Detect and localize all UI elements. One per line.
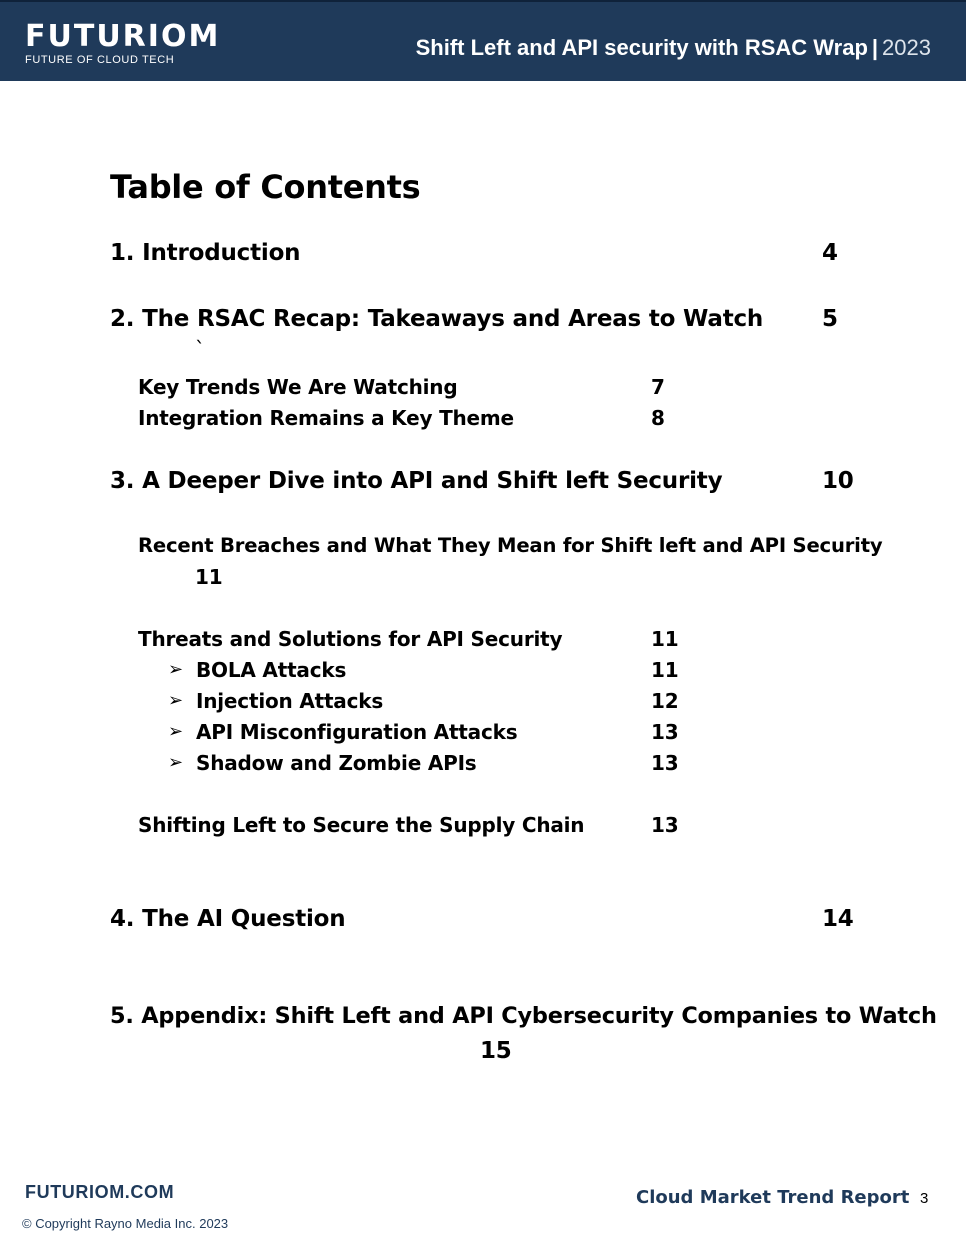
logo-name: FUTURIOM xyxy=(25,19,221,54)
toc-subentry-page: 7 xyxy=(651,375,665,399)
footer-report-name: Cloud Market Trend Report xyxy=(636,1187,910,1208)
toc-subentry-page: 8 xyxy=(651,406,665,430)
report-title-text: Shift Left and API security with RSAC Wrap xyxy=(415,35,868,60)
arrow-bullet-icon: ➢ xyxy=(168,721,184,742)
toc-subentry-page: 11 xyxy=(651,627,679,651)
toc-entry-page: 10 xyxy=(822,468,854,494)
arrow-bullet-icon: ➢ xyxy=(168,659,184,680)
toc-bullet-page: 13 xyxy=(651,751,679,775)
logo-tagline: FUTURE OF CLOUD TECH xyxy=(25,54,175,66)
arrow-bullet-icon: ➢ xyxy=(168,752,184,773)
toc-bullet-page: 11 xyxy=(651,658,679,682)
footer-copyright: © Copyright Rayno Media Inc. 2023 xyxy=(22,1216,229,1231)
toc-subentry-label: Recent Breaches and What They Mean for Shift left and API Security xyxy=(138,534,883,557)
arrow-bullet-icon: ➢ xyxy=(168,690,184,711)
toc-bullet-page: 12 xyxy=(651,689,679,713)
toc-entry-label: 5. Appendix: Shift Left and API Cybersecurity Companies to Watch xyxy=(110,1003,937,1029)
report-year: 2023 xyxy=(882,35,931,60)
toc-subentry-label: Shifting Left to Secure the Supply Chain xyxy=(138,813,585,837)
toc-entry-page: 15 xyxy=(480,1038,512,1064)
stray-backtick-mark: ` xyxy=(195,337,205,361)
toc-entry-label: 3. A Deeper Dive into API and Shift left Security xyxy=(110,468,723,494)
toc-bullet-label: Shadow and Zombie APIs xyxy=(196,751,477,775)
toc-subentry-page: 13 xyxy=(651,813,679,837)
toc-subentry-page: 11 xyxy=(195,565,223,589)
toc-entry-label: 1. Introduction xyxy=(110,240,301,266)
toc-bullet-page: 13 xyxy=(651,720,679,744)
title-separator: | xyxy=(871,35,879,60)
toc-subentry-label: Key Trends We Are Watching xyxy=(138,375,458,399)
footer-brand: FUTURIOM.COM xyxy=(25,1182,175,1202)
toc-entry-page: 4 xyxy=(822,240,838,266)
toc-entry-page: 5 xyxy=(822,306,838,332)
toc-bullet-label: API Misconfiguration Attacks xyxy=(196,720,518,744)
toc-heading: Table of Contents xyxy=(110,168,421,206)
toc-bullet-label: Injection Attacks xyxy=(196,689,384,713)
toc-bullet-label: BOLA Attacks xyxy=(196,658,347,682)
toc-entry-page: 14 xyxy=(822,906,854,932)
toc-entry-label: 2. The RSAC Recap: Takeaways and Areas to Watch xyxy=(110,306,764,332)
toc-entry-label: 4. The AI Question xyxy=(110,906,346,932)
toc-subentry-label: Integration Remains a Key Theme xyxy=(138,406,514,430)
page-number: 3 xyxy=(920,1190,929,1207)
toc-subentry-label: Threats and Solutions for API Security xyxy=(138,627,563,651)
